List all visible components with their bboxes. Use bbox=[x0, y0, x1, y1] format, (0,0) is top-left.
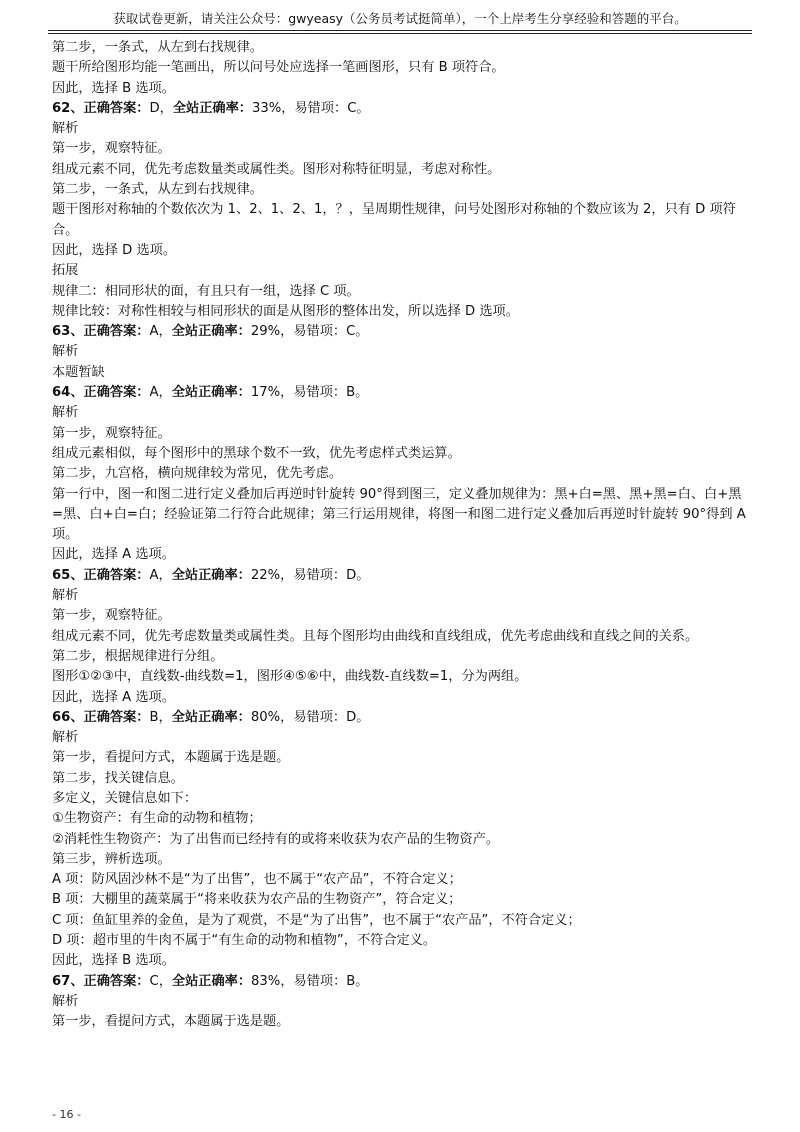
accuracy-label: 全站正确率： bbox=[171, 973, 252, 989]
section-heading-analysis: 解析 bbox=[52, 993, 79, 1009]
page-number: - 16 - bbox=[52, 1108, 81, 1121]
question-number: 66、 bbox=[52, 709, 84, 725]
answer-key-label: 正确答案： bbox=[83, 385, 150, 401]
question-number: 67、 bbox=[52, 973, 84, 989]
text-line: 本题暂缺 bbox=[52, 364, 105, 380]
answer-key-label: 正确答案： bbox=[83, 567, 150, 583]
answer-value: A， bbox=[149, 567, 172, 583]
accuracy-value: 33%，易错项：C。 bbox=[251, 100, 370, 116]
text-line: 题干图形对称轴的个数依次为 1、2、1、2、1，？，呈周期性规律，问号处图形对称轴的个数应该为 2，只有 D 项符合。 bbox=[52, 202, 736, 238]
section-heading-analysis: 解析 bbox=[52, 121, 79, 137]
text-line: 组成元素不同，优先考虑数量类或属性类。图形对称特征明显，考虑对称性。 bbox=[52, 161, 501, 177]
answer-line-65 bbox=[52, 566, 752, 586]
text-line: 第二步，一条式，从左到右找规律。 bbox=[52, 182, 263, 198]
answer-line-66 bbox=[52, 708, 752, 728]
answer-key-label: 正确答案： bbox=[83, 973, 150, 989]
text-line: 多定义，关键信息如下： bbox=[52, 790, 198, 806]
text-line: 因此，选择 A 选项。 bbox=[52, 547, 175, 563]
header-rule-thin bbox=[48, 33, 752, 34]
text-line: 因此，选择 D 选项。 bbox=[52, 242, 177, 258]
accuracy-value: 29%，易错项：C。 bbox=[250, 324, 369, 340]
answer-value: A， bbox=[149, 324, 172, 340]
text-line: 第一行中，图一和图二进行定义叠加后再逆时针旋转 90°得到图三，定义叠加规律为：黑+白=黑、黑+黑=白、白+黑=黑、白+白=白；经验证第二行符合此规律；第三行运用规律，将图一和图二进行定义叠加后再逆时针旋转 90°得到 A 项。 bbox=[52, 486, 746, 543]
question-number: 63、 bbox=[52, 324, 84, 340]
text-line: 组成元素不同，优先考虑数量类或属性类。且每个图形均由曲线和直线组成，优先考虑曲线和直线之间的关系。 bbox=[52, 628, 699, 644]
text-line: 第二步，根据规律进行分组。 bbox=[52, 648, 224, 664]
document-body bbox=[52, 38, 752, 1033]
section-heading-extension: 拓展 bbox=[52, 263, 79, 279]
text-line: 第一步，看提问方式，本题属于选是题。 bbox=[52, 750, 290, 766]
text-line: 第一步，看提问方式，本题属于选是题。 bbox=[52, 1014, 290, 1030]
text-line: ①生物资产：有生命的动物和植物； bbox=[52, 811, 262, 827]
text-line: 第三步，辨析选项。 bbox=[52, 851, 171, 867]
text-line: 组成元素相似，每个图形中的黑球个数不一致，优先考虑样式类运算。 bbox=[52, 445, 461, 461]
question-number: 62、 bbox=[52, 100, 84, 116]
accuracy-value: 22%，易错项：D。 bbox=[250, 567, 370, 583]
accuracy-label: 全站正确率： bbox=[171, 385, 251, 401]
text-line: 图形①②③中，直线数-曲线数=1，图形④⑤⑥中，曲线数-直线数=1，分为两组。 bbox=[52, 669, 528, 685]
section-heading-analysis: 解析 bbox=[52, 588, 79, 604]
header-rule-thick bbox=[48, 30, 752, 31]
text-line: C 项：鱼缸里养的金鱼，是为了观赏，不是“为了出售”，也不属于“农产品”，不符合定义； bbox=[52, 912, 581, 928]
accuracy-label: 全站正确率： bbox=[171, 709, 251, 725]
accuracy-label: 全站正确率： bbox=[171, 324, 251, 340]
text-line: 因此，选择 A 选项。 bbox=[52, 689, 175, 705]
answer-line-67 bbox=[52, 972, 752, 992]
accuracy-label: 全站正确率： bbox=[171, 567, 251, 583]
text-line: 因此，选择 B 选项。 bbox=[52, 953, 175, 969]
text-line: 第一步，观察特征。 bbox=[52, 425, 171, 441]
section-heading-analysis: 解析 bbox=[52, 344, 79, 360]
text-line: D 项：超市里的牛肉不属于“有生命的动物和植物”，不符合定义。 bbox=[52, 933, 437, 949]
text-line: 第一步，观察特征。 bbox=[52, 608, 171, 624]
text-line: 题干所给图形均能一笔画出，所以问号处应选择一笔画图形，只有 B 项符合。 bbox=[52, 60, 505, 76]
accuracy-value: 17%，易错项：B。 bbox=[250, 385, 369, 401]
question-number: 64、 bbox=[52, 385, 84, 401]
page-header: 获取试卷更新，请关注公众号：gwyeasy（公务员考试挺简单），一个上岸考生分享经验和答题的平台。 bbox=[113, 11, 687, 26]
accuracy-label: 全站正确率： bbox=[172, 100, 252, 116]
text-line: A 项：防风固沙林不是“为了出售”，也不属于“农产品”，不符合定义； bbox=[52, 872, 462, 888]
text-line: ②消耗性生物资产：为了出售而已经持有的或将来收获为农产品的生物资产。 bbox=[52, 831, 500, 847]
text-line: 第二步，找关键信息。 bbox=[52, 770, 184, 786]
answer-value: D， bbox=[149, 100, 173, 116]
answer-line-64 bbox=[52, 383, 752, 403]
text-line: 第二步，九宫格，横向规律较为常见，优先考虑。 bbox=[52, 466, 343, 482]
answer-line-62 bbox=[52, 99, 752, 119]
answer-line-63 bbox=[52, 322, 752, 342]
question-number: 65、 bbox=[52, 567, 84, 583]
answer-key-label: 正确答案： bbox=[83, 100, 150, 116]
accuracy-value: 80%，易错项：D。 bbox=[250, 709, 370, 725]
text-line: 因此，选择 B 选项。 bbox=[52, 80, 175, 96]
text-line: 第二步，一条式，从左到右找规律。 bbox=[52, 40, 263, 55]
answer-value: C， bbox=[149, 973, 172, 989]
section-heading-analysis: 解析 bbox=[52, 405, 79, 421]
answer-value: B， bbox=[149, 709, 172, 725]
answer-value: A， bbox=[149, 385, 172, 401]
accuracy-value: 83%，易错项：B。 bbox=[251, 973, 369, 989]
answer-key-label: 正确答案： bbox=[83, 709, 150, 725]
section-heading-analysis: 解析 bbox=[52, 730, 79, 746]
answer-key-label: 正确答案： bbox=[83, 324, 150, 340]
text-line: 第一步，观察特征。 bbox=[52, 141, 171, 157]
text-line: 规律比较：对称性相较与相同形状的面是从图形的整体出发，所以选择 D 选项。 bbox=[52, 303, 519, 319]
text-line: B 项：大棚里的蔬菜属于“将来收获为农产品的生物资产”，符合定义； bbox=[52, 892, 462, 908]
text-line: 规律二：相同形状的面，有且只有一组，选择 C 项。 bbox=[52, 283, 360, 299]
